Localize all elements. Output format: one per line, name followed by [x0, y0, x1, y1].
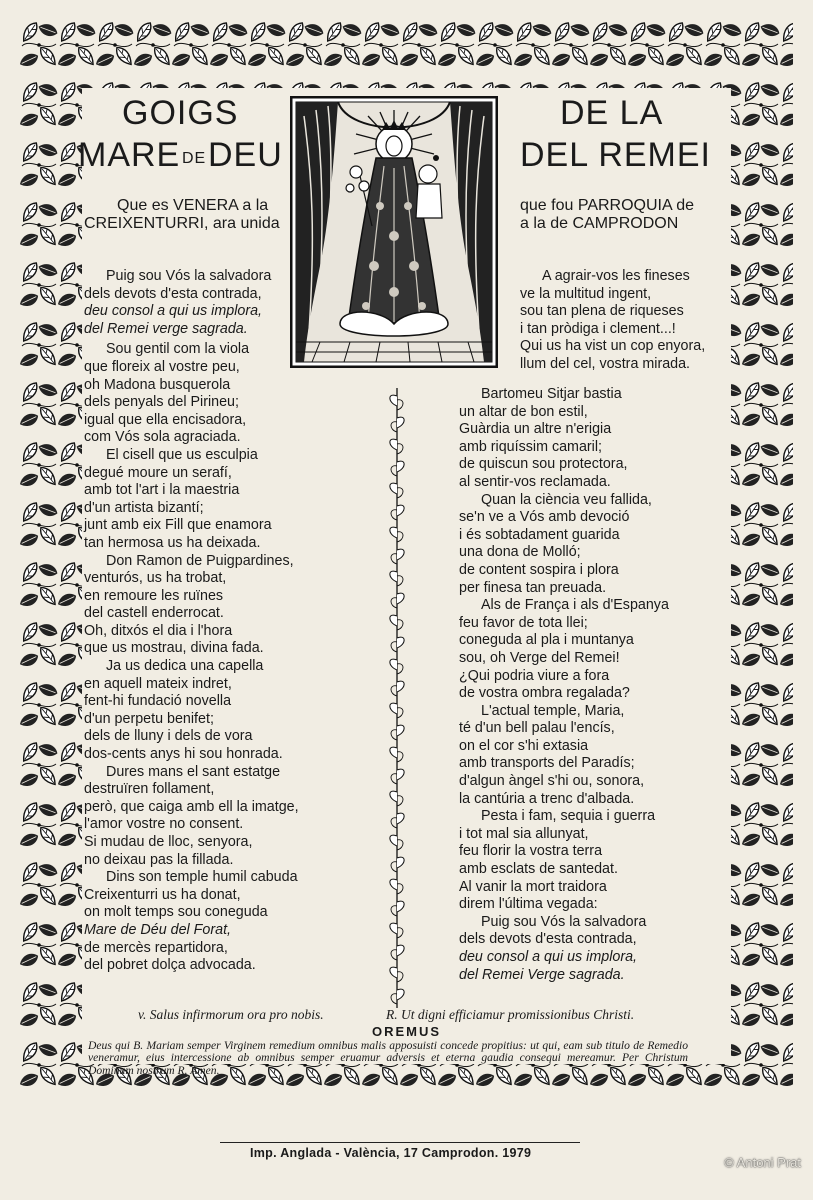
vine-tendril: [391, 554, 397, 564]
poem-right-line: de quiscun sou protectora,: [459, 456, 628, 473]
poem-right-top-line: i tan pròdiga i clement...!: [520, 320, 676, 337]
oremus-heading: OREMUS: [371, 1024, 442, 1039]
poem-left-line: en remoure les ruïnes: [84, 587, 224, 604]
vine-leaf: [397, 593, 404, 604]
title-de: DE: [182, 150, 207, 167]
poem-right-line: amb esclats de santedat.: [459, 861, 618, 878]
poem-right-line: ¿Qui podria viure a fora: [459, 667, 610, 684]
poem-right-top-line: Qui us ha vist un cop enyora,: [520, 338, 706, 355]
poem-left-line: venturós, us ha trobat,: [84, 570, 227, 587]
poem-left-line: degué moure un serafí,: [84, 464, 232, 481]
poem-left-line: Dures mans el sant estatge: [106, 763, 281, 780]
poem-right-line: Pesta i fam, sequia i guerra: [481, 808, 656, 825]
poem-right-line: al sentir-vos reclamada.: [459, 473, 611, 490]
poem-left-line: no deixau pas la fillada.: [84, 851, 234, 868]
poem-right-line: Quan la ciència veu fallida,: [481, 491, 652, 508]
vine-tendril: [397, 840, 403, 850]
poem-left-line: Oh, ditxós el dia i l'hora: [84, 622, 233, 639]
poem-left-line: amb tot l'art i la maestria: [84, 482, 240, 499]
vine-tendril: [397, 620, 403, 630]
vine-tendril: [397, 708, 403, 718]
poem-left-line: del Remei verge sagrada.: [84, 320, 248, 337]
poem-left-line: Dins son temple humil cabuda: [106, 869, 298, 886]
vine-leaf: [397, 813, 404, 824]
vine-tendril: [397, 664, 403, 674]
poem-left-line: d'un artista bizantí;: [84, 499, 204, 516]
poem-left-line: Si mudau de lloc, senyora,: [84, 834, 253, 850]
poem-right-line: de content sospira i plora: [459, 561, 619, 578]
vine-leaf: [390, 923, 397, 934]
vine-leaf: [390, 615, 397, 626]
subtitle-right-1: que fou PARROQUIA de: [520, 197, 695, 214]
vine-leaf: [397, 769, 404, 780]
poem-right-line: Puig sou Vós la salvadora: [481, 913, 647, 930]
poem-right-line: Al vanir la mort traidora: [459, 878, 607, 895]
poem-left-line: Creixenturri us ha donat,: [84, 886, 241, 903]
poem-left-line: deu consol a qui us implora,: [84, 303, 263, 320]
poem-left-line: del pobret dolça advocada.: [84, 957, 256, 974]
vine-tendril: [391, 466, 397, 476]
imprint: Imp. Anglada - València, 17 Camprodon. 1979: [250, 1146, 532, 1160]
vine-leaf: [390, 439, 397, 450]
poem-left-line: dos-cents anys hi sou honrada.: [84, 746, 283, 763]
vine-tendril: [397, 444, 403, 454]
poem-right-top-line: ve la multitud ingent,: [520, 285, 652, 302]
watermark: © Antoni Prat: [724, 1155, 801, 1170]
versicle: v. Salus infirmorum ora pro nobis.: [138, 1007, 324, 1022]
poem-left-line: destruïren follament,: [84, 781, 215, 798]
poem-right-line: per finesa tan preuada.: [459, 579, 607, 596]
title-del-remei: DEL REMEI: [520, 136, 712, 174]
vine-leaf: [397, 989, 404, 1000]
poem-right-line: feu favor de tota llei;: [459, 614, 588, 631]
poem-left-line: dels de lluny i dels de vora: [84, 728, 253, 745]
poem-right-line: la cantúria a trenc d'albada.: [459, 790, 635, 807]
poem-left-line: que us mostrau, divina fada.: [84, 640, 264, 657]
title-goigs: GOIGS: [122, 94, 239, 132]
poem-left-line: dels devots d'esta contrada,: [84, 285, 262, 302]
vine-leaf: [397, 857, 404, 868]
vine-leaf: [397, 505, 404, 516]
subtitle-left-1: Que es VENERA a la: [117, 197, 269, 214]
poem-left-line: Sou gentil com la viola: [106, 341, 250, 358]
poem-left-line: l'amor vostre no consent.: [84, 816, 244, 833]
vine-tendril: [397, 752, 403, 762]
vine-leaf: [397, 417, 404, 428]
poem-right-line: L'actual temple, Maria,: [481, 702, 625, 719]
vine-tendril: [397, 532, 403, 542]
title-de-la: DE LA: [560, 94, 664, 132]
title-mare: MARE: [78, 136, 181, 174]
poem-right-top-line: A agrair-vos les fineses: [542, 268, 690, 284]
vine-tendril: [391, 422, 397, 432]
poem-right-line: té d'un bell palau l'encís,: [459, 720, 615, 737]
vine-leaf: [397, 725, 404, 736]
vine-leaf: [397, 945, 404, 956]
poem-right-line: i és sobtadament guarida: [459, 526, 620, 543]
vine-leaf: [390, 835, 397, 846]
poem-right-line: deu consol a qui us implora,: [459, 949, 638, 965]
poem-left-line: Ja us dedica una capella: [106, 658, 264, 675]
poem-left-line: com Vós sola agraciada.: [84, 429, 241, 446]
vine-leaf: [397, 901, 404, 912]
poem-right-line: un altar de bon estil,: [459, 403, 588, 420]
poem-right-line: Bartomeu Sitjar bastia: [481, 386, 622, 402]
poem-right-line: i tot mal sia allunyat,: [459, 825, 589, 842]
poem-right-line: del Remei Verge sagrada.: [459, 966, 625, 983]
poem-right-line: amb transports del Paradís;: [459, 755, 635, 772]
imprint-rule: [220, 1142, 580, 1143]
poem-left-column: [84, 268, 299, 975]
poem-right-line: amb riquíssim camaril;: [459, 438, 602, 455]
poem-left-line: tan hermosa us ha deixada.: [84, 534, 261, 551]
poem-left-line: de mercès repartidora,: [84, 939, 228, 956]
vine-divider-ornament: [386, 388, 408, 1008]
vine-tendril: [397, 928, 403, 938]
vine-leaf: [397, 637, 404, 648]
poem-right-line: feu florir la vostra terra: [459, 843, 603, 860]
vine-tendril: [397, 488, 403, 498]
vine-leaf: [390, 967, 397, 978]
subtitle-left-2: CREIXENTURRI, ara unida: [84, 215, 280, 232]
poem-right-line: sou, oh Verge del Remei!: [459, 649, 620, 666]
vine-tendril: [391, 950, 397, 960]
vine-tendril: [391, 642, 397, 652]
vine-leaf: [390, 659, 397, 670]
poem-left-line: dels penyals del Pirineu;: [84, 394, 239, 411]
vine-tendril: [391, 862, 397, 872]
vine-tendril: [391, 510, 397, 520]
poem-left-line: que floreix al vostre peu,: [84, 358, 240, 375]
poem-right-line: coneguda al pla i muntanya: [459, 632, 634, 649]
poem-left-line: però, que caiga amb ell la imatge,: [84, 798, 299, 815]
poem-left-line: junt amb eix Fill que enamora: [84, 517, 272, 534]
poem-right-top-line: sou tan plena de riqueses: [520, 303, 684, 320]
poem-right-column: [459, 386, 669, 984]
vine-tendril: [391, 774, 397, 784]
vine-leaf: [390, 747, 397, 758]
vine-tendril: [397, 576, 403, 586]
vine-tendril: [397, 972, 403, 982]
poem-right-line: una dona de Molló;: [459, 544, 581, 561]
poem-left-line: El cisell que us esculpia: [106, 446, 258, 463]
poem-left-line: Mare de Déu del Forat,: [84, 921, 232, 938]
virgin-woodcut-image: [290, 96, 498, 368]
poem-right-top-stanza: [520, 268, 705, 374]
vine-tendril: [391, 730, 397, 740]
poem-right-line: Guàrdia un altre n'erigia: [459, 421, 612, 438]
poem-left-line: del castell enderrocat.: [84, 605, 224, 622]
response: R. Ut digni efficiamur promissionibus Christi.: [386, 1007, 635, 1022]
vine-tendril: [391, 598, 397, 608]
vine-leaf: [390, 483, 397, 494]
poem-right-line: de vostra ombra regalada?: [459, 685, 630, 702]
vine-leaf: [397, 549, 404, 560]
vine-tendril: [391, 818, 397, 828]
vine-tendril: [391, 906, 397, 916]
vine-tendril: [397, 796, 403, 806]
vine-leaf: [390, 703, 397, 714]
poem-right-line: direm l'última vegada:: [459, 896, 598, 913]
vine-leaf: [390, 879, 397, 890]
poem-left-line: d'un perpetu benifet;: [84, 710, 214, 727]
poem-right-line: dels devots d'esta contrada,: [459, 931, 637, 948]
vine-tendril: [391, 686, 397, 696]
poem-left-line: Puig sou Vós la salvadora: [106, 268, 272, 284]
poem-left-line: on molt temps sou coneguda: [84, 904, 268, 921]
vine-leaf: [390, 571, 397, 582]
vine-tendril: [391, 994, 397, 1004]
poem-left-line: fent-hi fundació novella: [84, 693, 232, 710]
poem-right-line: on el cor s'hi extasia: [459, 737, 589, 754]
vine-leaf: [390, 395, 397, 406]
poem-right-line: Als de França i als d'Espanya: [481, 597, 669, 614]
vine-leaf: [390, 527, 397, 538]
poem-left-line: en aquell mateix indret,: [84, 675, 232, 692]
title-deu: DEU: [208, 136, 283, 174]
subtitle-right-2: a la de CAMPRODON: [520, 215, 679, 232]
poem-right-line: d'algun àngel s'hi ou, sonora,: [459, 773, 645, 790]
poem-right-top-line: llum del cel, vostra mirada.: [520, 355, 691, 372]
vine-tendril: [397, 884, 403, 894]
vine-leaf: [397, 681, 404, 692]
poem-right-line: se'n ve a Vós amb devoció: [459, 509, 630, 526]
poem-left-line: Don Ramon de Puigpardines,: [106, 552, 294, 569]
vine-leaf: [397, 461, 404, 472]
oremus-prayer: Deus qui B. Mariam semper Virginem remedium omnibus malis apposuisti concede propitius: ut qui, eam sub titulo de Remedio veneramur, eius intercessione ab omnibus semper eruamur adversis et eterna gaudia consequi mereamur. Per Christum Dominum nostrum R. Amen.: [88, 1039, 688, 1077]
poem-left-line: oh Madona busquerola: [84, 376, 231, 393]
poem-left-line: igual que ella encisadora,: [84, 411, 247, 428]
vine-tendril: [397, 400, 403, 410]
vine-leaf: [390, 791, 397, 802]
